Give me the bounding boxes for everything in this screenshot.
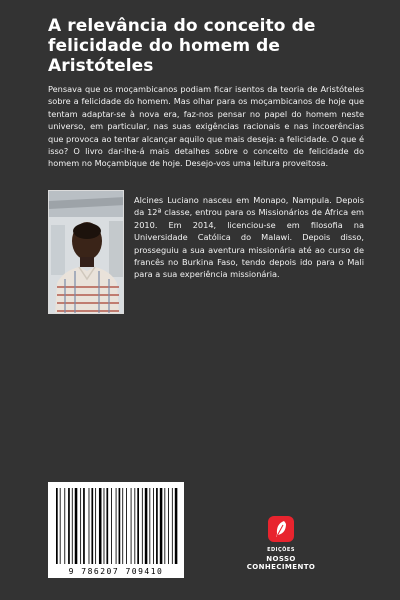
author-portrait-image <box>49 191 124 314</box>
book-blurb: Pensava que os moçambicanos podiam ficar isentos da teoria de Aristóteles sobre a felicidade do homem. Mas olhar para os moçambicanos de hoje que tentam adaptar-se à nova era, faz-nos pensar no papel do homem neste universo, em particular, nas suas exigências racionais e nas incoerências que provoca ao tentar alcançar aquilo que mais deseja: a felicidade. O que é isso? O livro dar-lhe-á mais detalhes sobre o conceito de felicidade do homem no Moçambique de hoje. Desejo-vos uma leitura proveitosa. <box>48 84 364 169</box>
publisher-logo <box>268 516 294 542</box>
feather-icon <box>268 516 294 542</box>
barcode-bars <box>48 482 184 578</box>
barcode-number: 9 786207 709410 <box>68 567 164 576</box>
author-bio: Alcines Luciano nasceu em Monapo, Nampula. Depois da 12ª classe, entrou para os Missionários de África em 2010. Em 2014, licenciou-se em filosofia na Universidade Católica do Malawi. Depois disso, prosseguiu a sua aventura missionária até ao curso de francês no Burkina Faso, tendo depois ido para o Mali para a sua experiência missionária. <box>134 195 364 280</box>
publisher-name: NOSSO CONHECIMENTO <box>246 555 316 571</box>
isbn-barcode <box>48 482 184 578</box>
book-title: A relevância do conceito de felicidade do homem de Aristóteles <box>48 16 316 76</box>
author-photo <box>48 190 124 314</box>
publisher-line-1: EDIÇÕES <box>267 547 295 553</box>
